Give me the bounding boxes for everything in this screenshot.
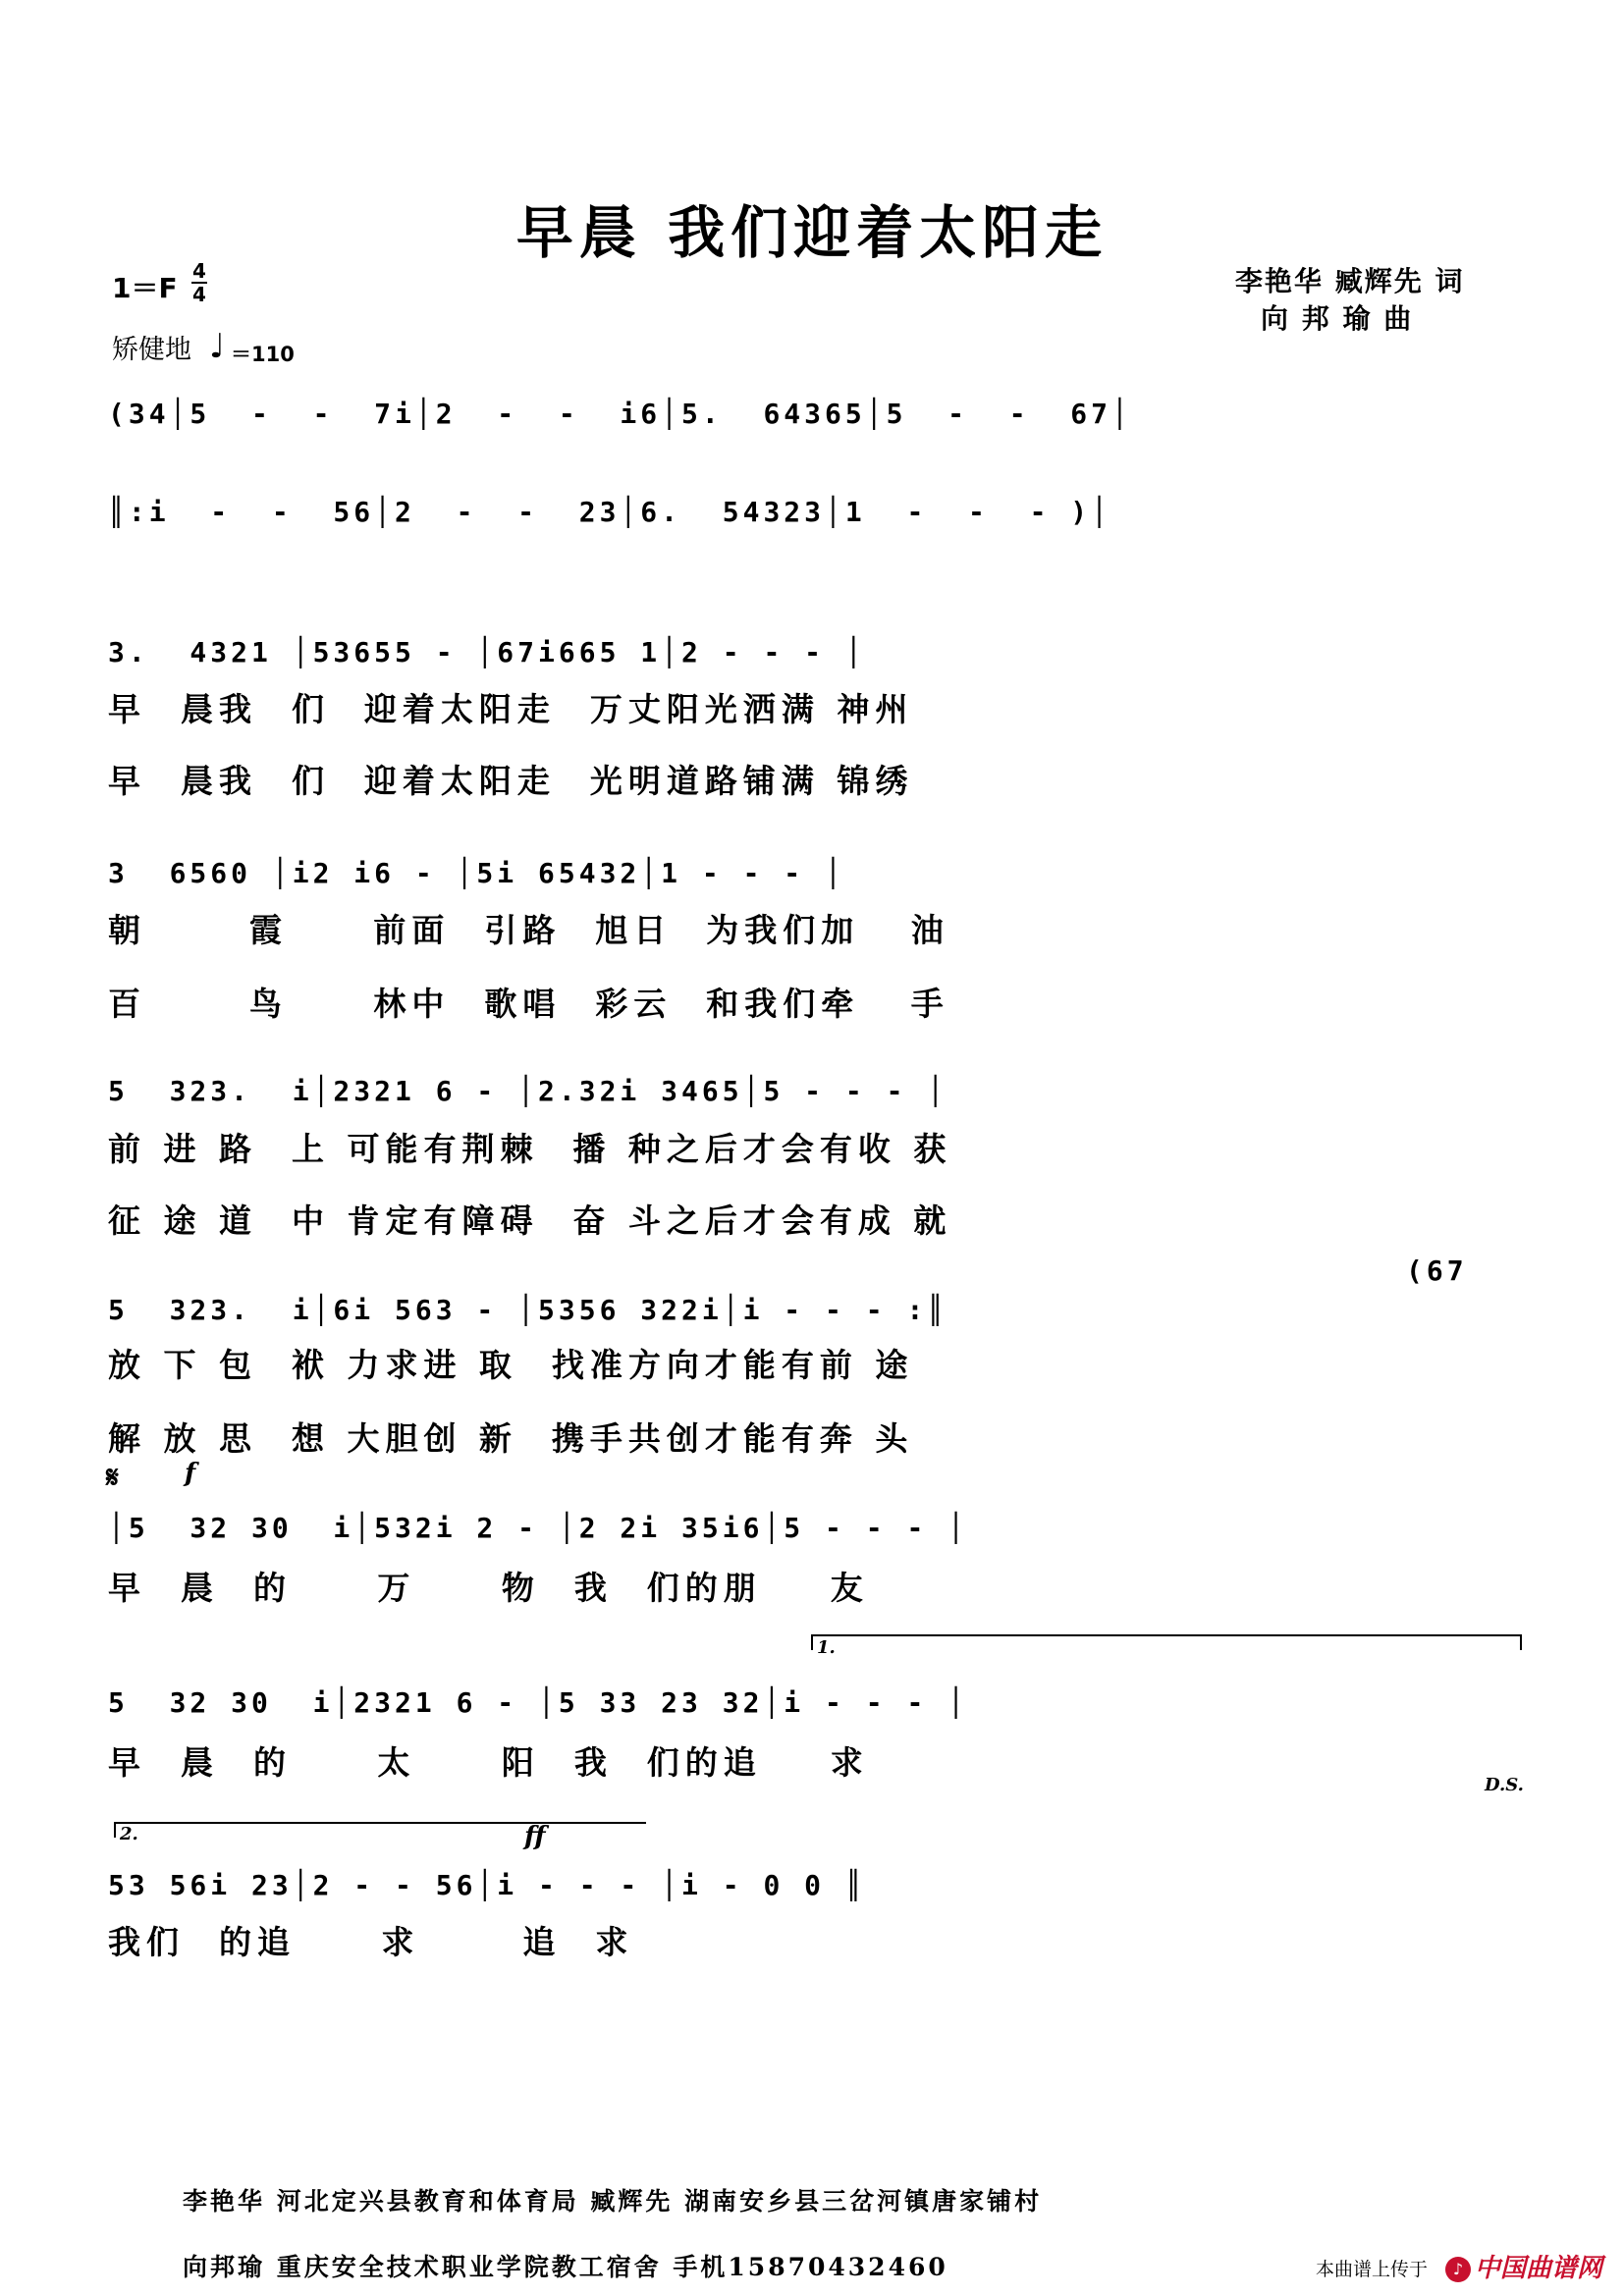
dynamic-fortissimo: ff (524, 1822, 546, 1851)
system-2-lyric-1: 朝 霞 前面 引路 旭日 为我们加 油 (108, 911, 949, 949)
qupu-logo-icon: ♪ (1445, 2257, 1471, 2282)
volta-1-bracket (811, 1634, 1522, 1650)
intro-line-2: ║:i - - 56│2 - - 23│6. 54323│1 - - - )│ (108, 496, 1112, 528)
meter-bottom: 4 (192, 283, 206, 306)
credits (1235, 263, 1465, 338)
system-7-melody: 53 56i 23│2 - - 56│i - - - │i - 0 0 ║ (108, 1869, 866, 1901)
composer-credit: 向 邦 瑜 曲 (1261, 302, 1414, 335)
tempo-marking: 矫健地 (112, 335, 191, 365)
system-5-melody: │5 32 30 i│532i 2 - │2 2i 35i6│5 - - - │ (108, 1512, 969, 1544)
system-4-lyric-1: 放 下 包 袱 力求进 取 找准方向才能有前 途 (108, 1346, 914, 1384)
intro-line-1: (34│5 - - 7i│2 - - i6│5. 64365│5 - - 67│ (108, 398, 1132, 430)
meter-top: 4 (192, 259, 206, 283)
key-main: 1＝F (112, 272, 178, 304)
system-3-lyric-2: 征 途 道 中 肯定有障碍 奋 斗之后才会有成 就 (108, 1201, 952, 1240)
system-6-lyric: 早 晨 的 太 阳 我 们的追 求 (108, 1743, 869, 1782)
system-7-lyric: 我们 的追 求 追 求 (108, 1923, 634, 1961)
system-4-melody: 5 323. i│6i 563 - │5356 322i│i - - - :║ (108, 1294, 948, 1326)
system-4-pickup: (67 (1406, 1255, 1468, 1287)
key-signature (112, 267, 178, 306)
tempo-value: ＝110 (231, 343, 295, 366)
system-5-lyric: 早 晨 的 万 物 我 们的朋 友 (108, 1569, 869, 1607)
volta-2-label: 2. (120, 1824, 138, 1844)
song-title: 早晨 我们迎着太阳走 (515, 199, 1109, 266)
site-logo-text: 中国曲谱网 (1475, 2254, 1603, 2283)
system-1-lyric-2: 早 晨我 们 迎着太阳走 光明道路铺满 锦绣 (108, 762, 914, 800)
system-4-lyric-2: 解 放 思 想 大胆创 新 携手共创才能有奔 头 (108, 1419, 914, 1458)
system-1-melody: 3. 4321 │53655 - │67i665 1│2 - - - │ (108, 636, 866, 668)
system-1-lyric-1: 早 晨我 们 迎着太阳走 万丈阳光洒满 神州 (108, 690, 914, 728)
system-3-lyric-1: 前 进 路 上 可能有荆棘 播 种之后才会有收 获 (108, 1130, 952, 1168)
system-6-melody: 5 32 30 i│2321 6 - │5 33 23 32│i - - - │ (108, 1686, 969, 1719)
segno-mark: 𝄋 (106, 1461, 119, 1495)
dal-segno-mark: D.S. (1485, 1775, 1524, 1795)
system-2-melody: 3 6560 │i2 i6 - │5i 65432│1 - - - │ (108, 857, 845, 889)
dynamic-forte: f (185, 1459, 196, 1488)
time-signature (191, 260, 207, 305)
volta-2-bracket (114, 1822, 646, 1838)
volta-1-label: 1. (817, 1637, 836, 1658)
upload-label: 本曲谱上传于 (1316, 2259, 1429, 2280)
system-2-lyric-2: 百 鸟 林中 歌唱 彩云 和我们牵 手 (108, 985, 949, 1023)
system-3-melody: 5 323. i│2321 6 - │2.32i 3465│5 - - - │ (108, 1075, 948, 1107)
site-logo[interactable] (1445, 2248, 1602, 2284)
footer-address-2: 向邦瑜 重庆安全技术职业学院教工宿舍 手机15870432460 (183, 2253, 948, 2281)
footer-address-1: 李艳华 河北定兴县教育和体育局 臧辉先 湖南安乡县三岔河镇唐家铺村 (183, 2187, 1043, 2216)
quarter-note-icon: ♩ (209, 327, 226, 366)
lyricist-credit: 李艳华 臧辉先 词 (1235, 265, 1465, 297)
